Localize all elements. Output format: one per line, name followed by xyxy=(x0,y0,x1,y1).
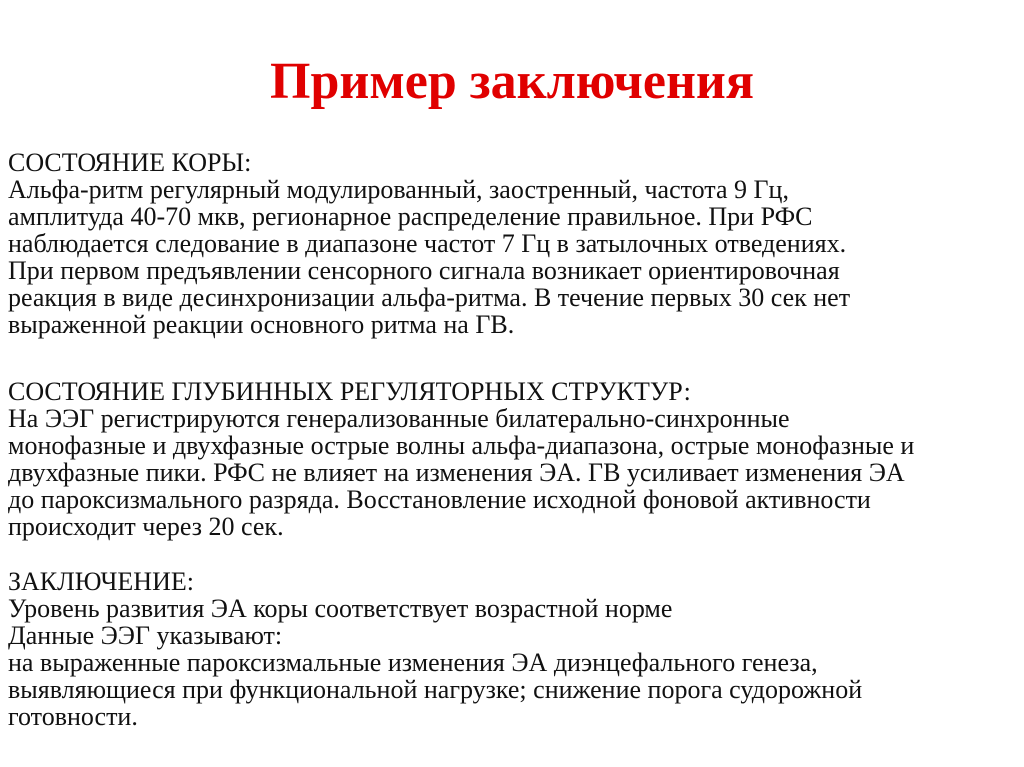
paragraph-line: до пароксизмального разряда. Восстановление исходной фоновой активности xyxy=(8,485,871,514)
paragraph-line: выраженной реакции основного ритма на ГВ. xyxy=(8,310,515,339)
paragraph-line: На ЭЭГ регистрируются генерализованные билатерально-синхронные xyxy=(8,404,790,433)
section-deep-structures xyxy=(8,378,1018,540)
paragraph-line: реакция в виде десинхронизации альфа-ритма. В течение первых 30 сек нет xyxy=(8,283,851,312)
paragraph-line: амплитуда 40-70 мкв, регионарное распределение правильное. При РФС xyxy=(8,202,813,231)
paragraph-line: двухфазные пики. РФС не влияет на изменения ЭА. ГВ усиливает изменения ЭА xyxy=(8,458,905,487)
paragraph-line: При первом предъявлении сенсорного сигнала возникает ориентировочная xyxy=(8,256,840,285)
section-heading: СОСТОЯНИЕ КОРЫ: xyxy=(8,148,252,177)
section-heading: СОСТОЯНИЕ ГЛУБИННЫХ РЕГУЛЯТОРНЫХ СТРУКТУР: xyxy=(8,377,691,406)
paragraph-line: Уровень развития ЭА коры соответствует возрастной норме xyxy=(8,594,673,623)
section-cortex-state xyxy=(8,149,1018,338)
paragraph-line: готовности. xyxy=(8,702,138,731)
slide-title: Пример заключения xyxy=(270,53,754,110)
paragraph-line: наблюдается следование в диапазоне частот 7 Гц в затылочных отведениях. xyxy=(8,229,847,258)
section-heading: ЗАКЛЮЧЕНИЕ: xyxy=(8,567,194,596)
paragraph-line: на выраженные пароксизмальные изменения ЭА диэнцефального генеза, xyxy=(8,648,818,677)
section-conclusion xyxy=(8,568,1018,730)
paragraph-line: выявляющиеся при функциональной нагрузке; снижение порога судорожной xyxy=(8,675,863,704)
paragraph-line: Данные ЭЭГ указывают: xyxy=(8,621,283,650)
paragraph-line: Альфа-ритм регулярный модулированный, заостренный, частота 9 Гц, xyxy=(8,175,789,204)
paragraph-line: происходит через 20 сек. xyxy=(8,512,284,541)
paragraph-line: монофазные и двухфазные острые волны альфа-диапазона, острые монофазные и xyxy=(8,431,915,460)
